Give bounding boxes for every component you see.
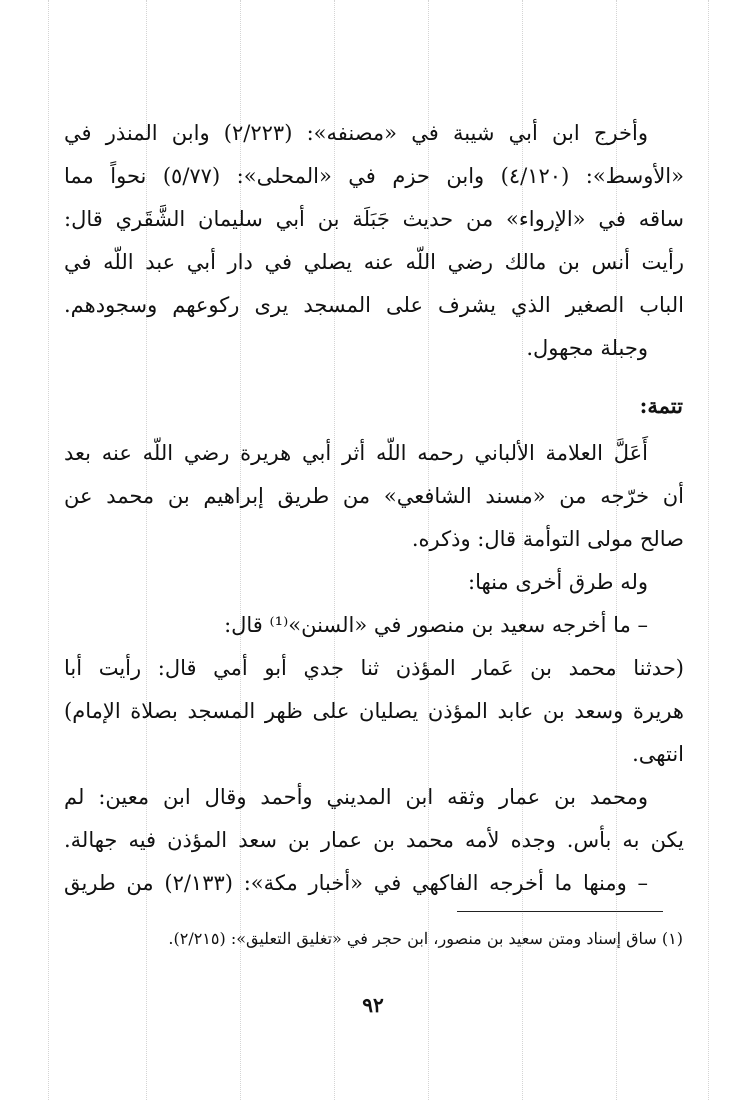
scan-guide-line bbox=[708, 0, 709, 1100]
paragraph-line: – ومنها ما أخرجه الفاكهي في «أخبار مكة»: (٢/١٣٣) من طريق bbox=[64, 871, 648, 895]
footnote: (١) ساق إسناد ومتن سعيد بن منصور، ابن حجر في «تغليق التعليق»: (٢/٢١٥). bbox=[168, 929, 683, 948]
paragraph-line: الباب الصغير الذي يشرف على المسجد يرى ركوعهم وسجودهم. bbox=[64, 293, 684, 317]
paragraph-line: – ما أخرجه سعيد بن منصور في «السنن»⁽¹⁾ قال: bbox=[224, 613, 648, 637]
footnote-separator bbox=[457, 911, 663, 912]
section-heading: تتمة: bbox=[639, 393, 683, 418]
paragraph-line: وأخرج ابن أبي شيبة في «مصنفه»: (٢/٢٢٣) وابن المنذر في bbox=[64, 121, 648, 145]
paragraph-line: انتهى. bbox=[632, 742, 684, 766]
paragraph-line: وله طرق أخرى منها: bbox=[468, 570, 648, 594]
paragraph-line: أَعَلَّ العلامة الألباني رحمه اللّه أثر أبي هريرة رضي اللّه عنه بعد bbox=[64, 441, 648, 465]
paragraph-line: ومحمد بن عمار وثقه ابن المديني وأحمد وقال ابن معين: لم bbox=[64, 785, 648, 809]
paragraph-line: رأيت أنس بن مالك رضي اللّه عنه يصلي في دار أبي عبد اللّه في bbox=[64, 250, 684, 274]
page-number: ٩٢ bbox=[362, 993, 384, 1017]
paragraph-4 bbox=[64, 776, 684, 905]
paragraph-line: ساقه في «الإرواء» من حديث جَبَلَة بن أبي سليمان الشَّقَري قال: bbox=[64, 207, 684, 231]
scan-guide-line bbox=[48, 0, 49, 1100]
paragraph-2 bbox=[64, 432, 684, 647]
paragraph-3 bbox=[64, 647, 684, 776]
paragraph-line: (حدثنا محمد بن عَمار المؤذن ثنا جدي أبو أمي قال: رأيت أبا bbox=[64, 656, 684, 680]
paragraph-line: وجبلة مجهول. bbox=[526, 336, 648, 360]
paragraph-line: صالح مولى التوأمة قال: وذكره. bbox=[411, 527, 684, 551]
paragraph-line: «الأوسط»: (٤/١٢٠) وابن حزم في «المحلى»: (٥/٧٧) نحواً مما bbox=[64, 164, 684, 188]
paragraph-1 bbox=[64, 112, 684, 370]
paragraph-line: يكن به بأس. وجده لأمه محمد بن عمار بن سعد المؤذن فيه جهالة. bbox=[64, 828, 684, 852]
paragraph-line: هريرة وسعد بن عابد المؤذن يصليان على ظهر المسجد بصلاة الإمام) bbox=[64, 699, 684, 723]
paragraph-line: أن خرّجه من «مسند الشافعي» من طريق إبراهيم بن محمد عن bbox=[64, 484, 684, 508]
